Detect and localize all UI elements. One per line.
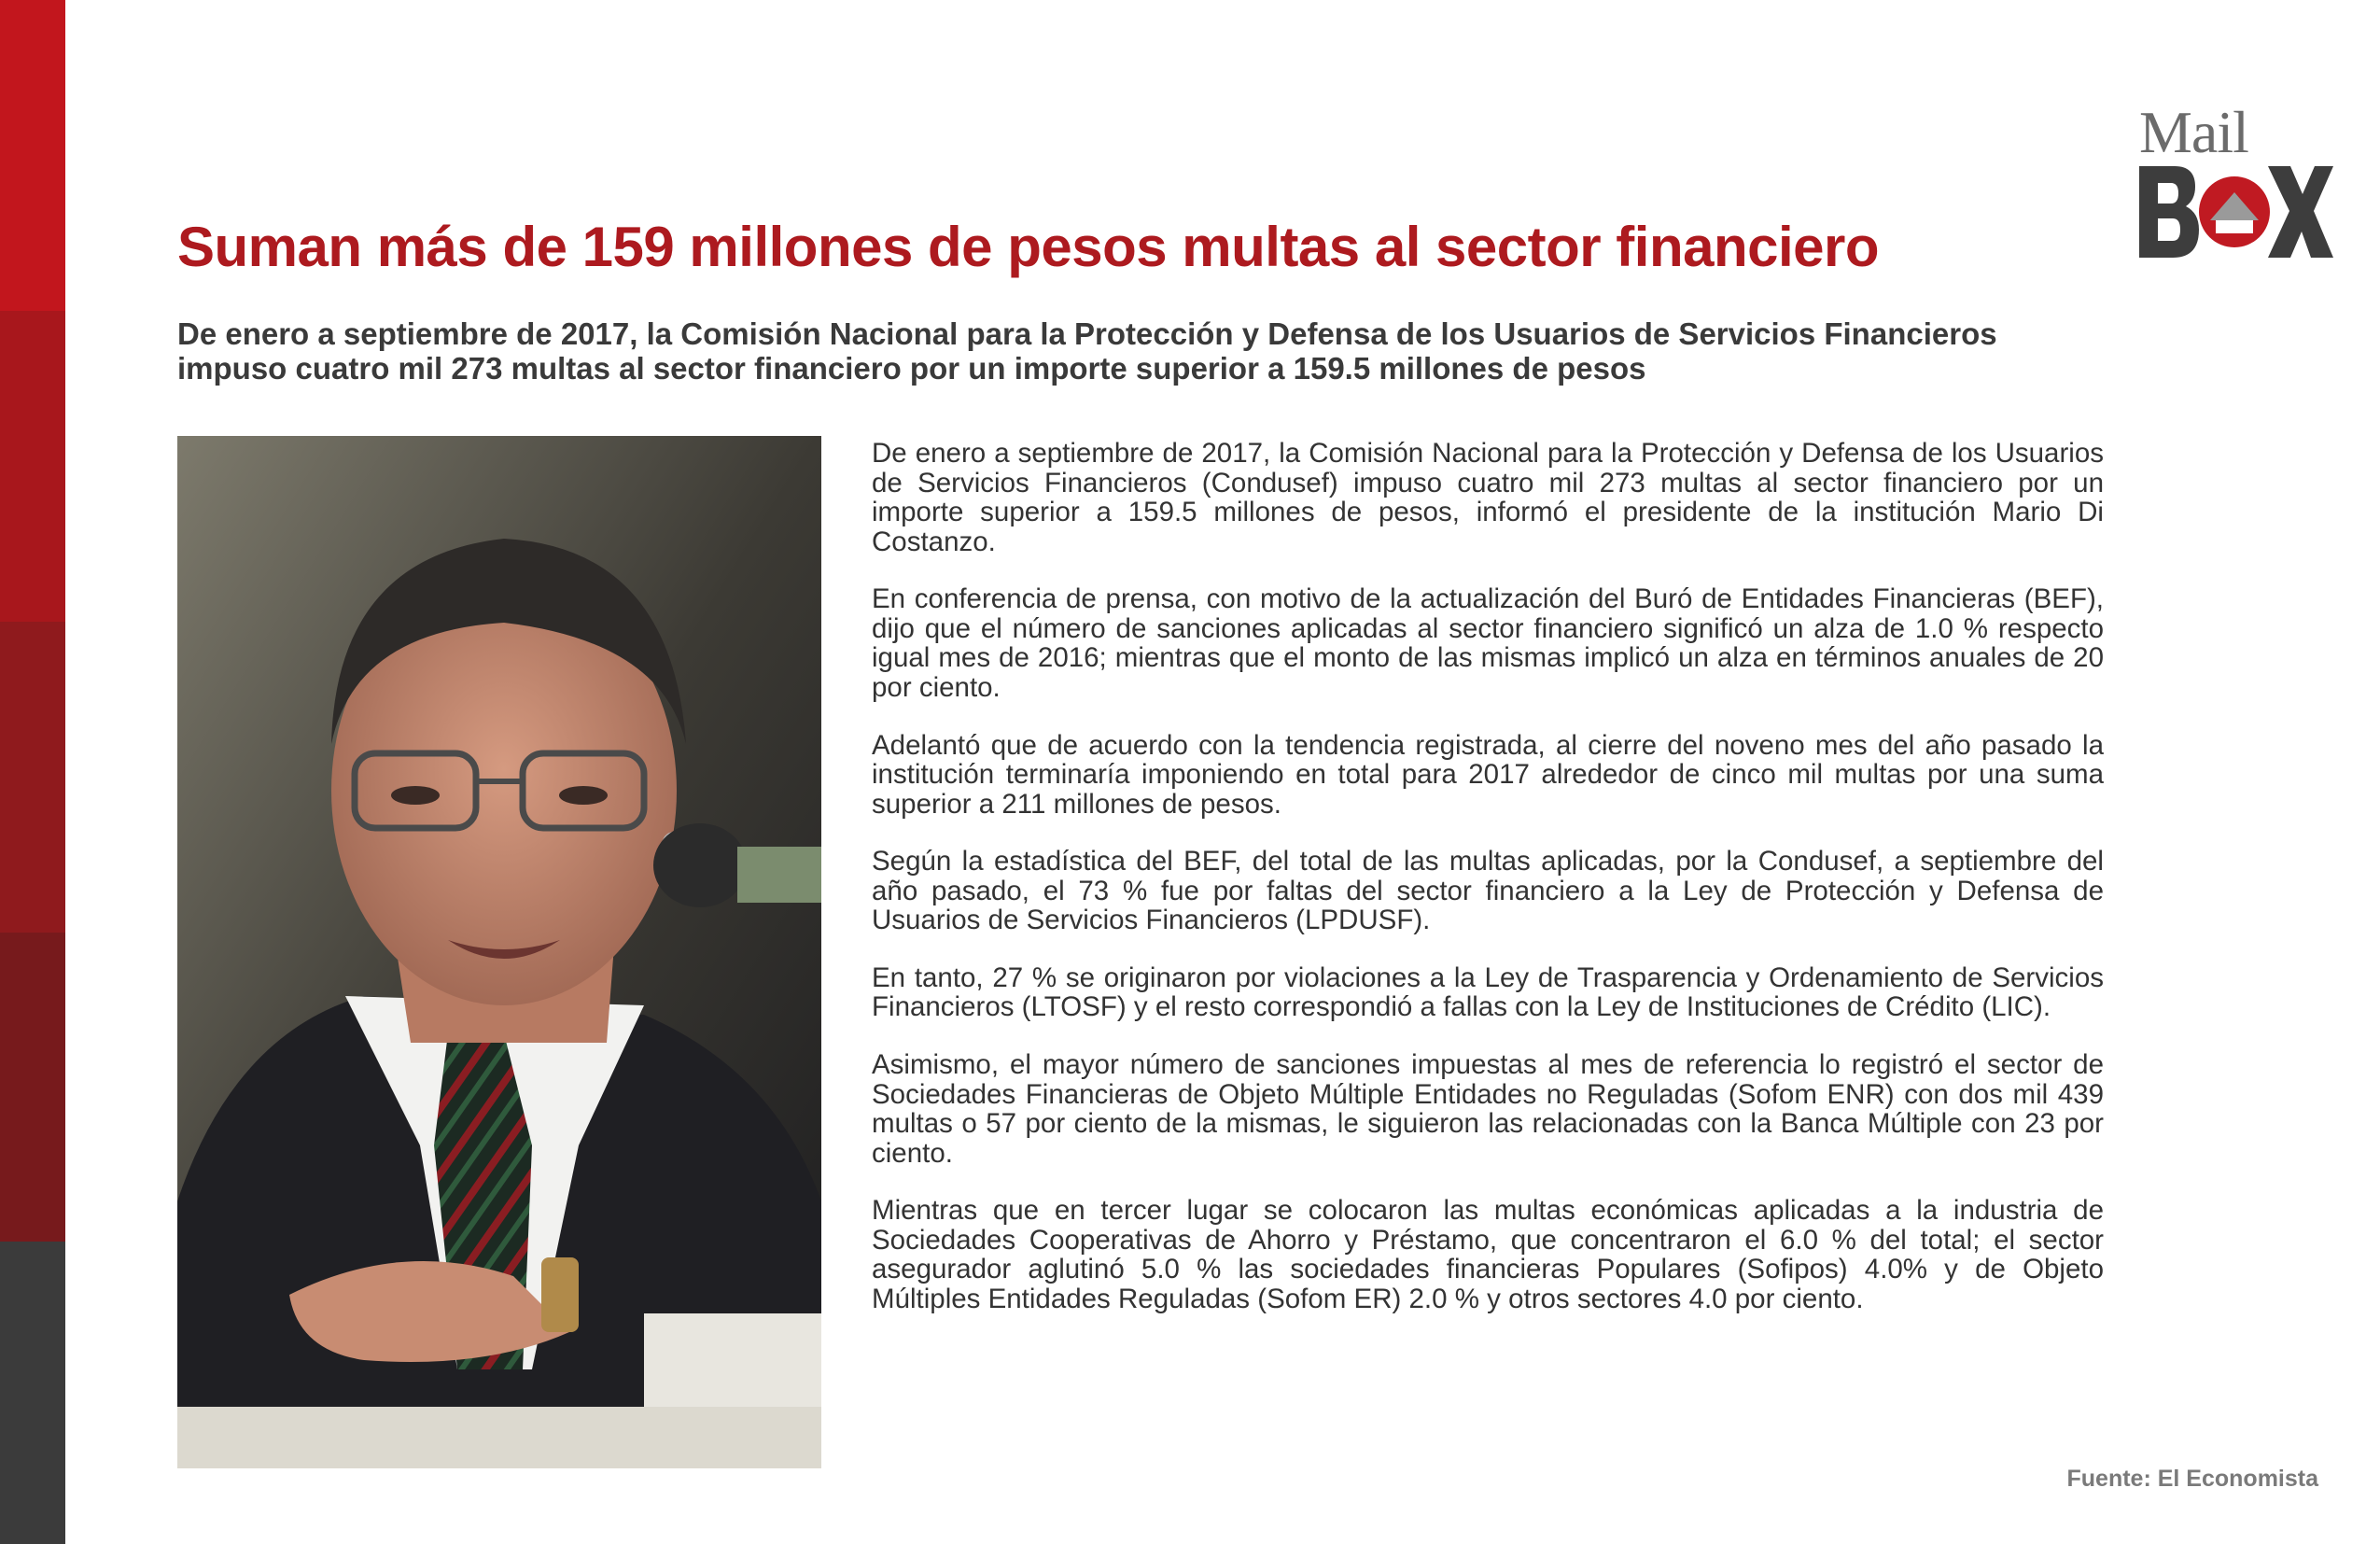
article-paragraph: Según la estadística del BEF, del total de las multas aplicadas, por la Condusef, a septiembre del año pasado, el 73 % fue por faltas del sector financiero a la Ley de Protección y Defensa de Usuarios de Servicios Financieros (LPDUSF). xyxy=(872,846,2104,936)
article-title: Suman más de 159 millones de pesos multas al sector financiero xyxy=(177,216,1880,278)
logo-mail-text: Mail xyxy=(2139,99,2248,165)
source-credit: Fuente: El Economista xyxy=(2066,1466,2318,1492)
logo-box-icon xyxy=(2137,161,2333,263)
article-paragraph: Mientras que en tercer lugar se colocaron las multas económicas aplicadas a la industria de Sociedades Cooperativas de Ahorro y Préstamo, que concentraron el 6.0 % del total; el sector asegurador aglutinó 5.0 % las sociedades financieras Populares (Sofipos) 4.0% y de Objeto Múltiples Entidades Reguladas (Sofom ER) 2.0 % y otros sectores 4.0 por ciento. xyxy=(872,1195,2104,1314)
portrait-photo xyxy=(177,436,821,1468)
sidebar-segment xyxy=(0,0,65,311)
mailbox-logo xyxy=(2137,99,2333,261)
article-paragraph: De enero a septiembre de 2017, la Comisión Nacional para la Protección y Defensa de los Usuarios de Servicios Financieros (Condusef) impuso cuatro mil 273 multas al sector financiero por un importe superior a 159.5 millones de pesos, informó el presidente de la institución Mario Di Costanzo. xyxy=(872,438,2104,557)
article-subtitle: De enero a septiembre de 2017, la Comisión Nacional para la Protección y Defensa de los Usuarios de Servicios Financieros impuso cuatro mil 273 multas al sector financiero por un importe superior a 159.5 millones de pesos xyxy=(177,316,1997,386)
article-body xyxy=(872,439,2104,1342)
article-paragraph: Adelantó que de acuerdo con la tendencia registrada, al cierre del noveno mes del año pasado la institución terminaría imponiendo en total para 2017 alrededor de cinco mil multas por una suma superior a 211 millones de pesos. xyxy=(872,729,2104,820)
article-paragraph: En tanto, 27 % se originaron por violaciones a la Ley de Trasparencia y Ordenamiento de Servicios Financieros (LTOSF) y el resto correspondió a fallas con la Ley de Instituciones de Crédito (LIC). xyxy=(872,961,2104,1023)
sidebar-segment xyxy=(0,1242,65,1544)
article-paragraph: Asimismo, el mayor número de sanciones impuestas al mes de referencia lo registró el sector de Sociedades Financieras de Objeto Múltiple Entidades no Reguladas (Sofom ENR) con dos mil 439 multas o 57 por ciento de la mismas, le siguieron las relacionadas con la Banca Múltiple con 23 por ciento. xyxy=(872,1049,2104,1169)
sidebar-segment xyxy=(0,622,65,933)
sidebar-segment xyxy=(0,933,65,1242)
sidebar-color-bar xyxy=(0,0,65,1544)
sidebar-segment xyxy=(0,311,65,622)
article-paragraph: En conferencia de prensa, con motivo de la actualización del Buró de Entidades Financieras (BEF), dijo que el número de sanciones aplicadas al sector financiero significó un alza de 1.0 % respecto igual mes de 2016; mientras que el monto de las mismas implicó un alza en términos anuales de 20 por ciento. xyxy=(872,583,2104,703)
portrait-photo-icon xyxy=(177,436,821,1468)
